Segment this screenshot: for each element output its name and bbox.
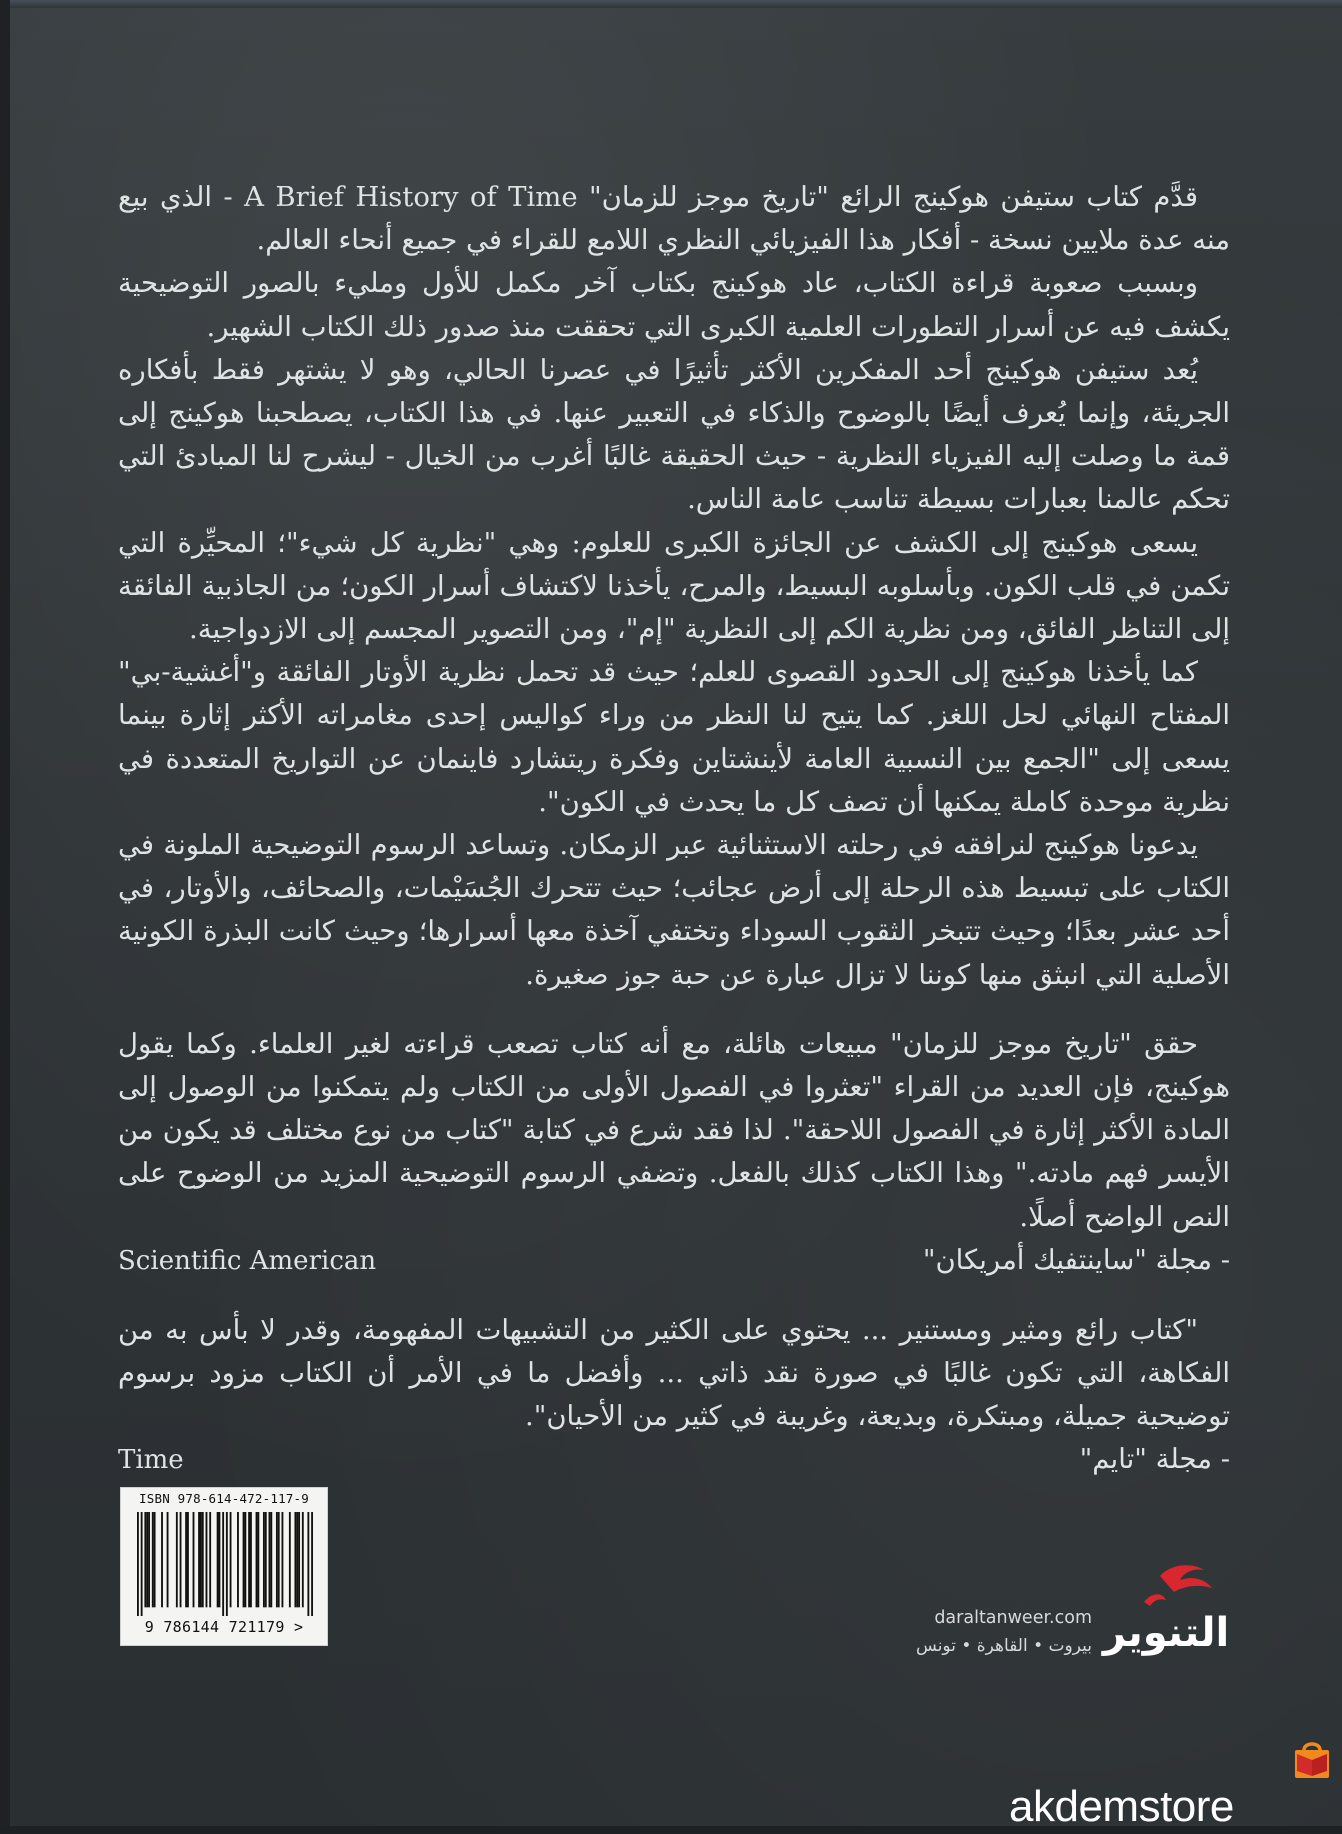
- isbn-number: ISBN 978-614-472-117-9: [139, 1491, 309, 1506]
- review-source-english-1: Scientific American: [118, 1245, 377, 1276]
- blurb-paragraph-2: وبسبب صعوبة قراءة الكتاب، عاد هوكينج بكتاب آخر مكمل للأول ومليء بالصور التوضيحية يكشف فيه عن أسرار التطورات العلمية الكبرى التي تحققت منذ صدور ذلك الكتاب الشهير.: [118, 267, 1230, 343]
- barcode-bar: [176, 1512, 178, 1607]
- barcode-bar: [263, 1512, 265, 1607]
- barcode-bar: [198, 1512, 200, 1607]
- review-attribution-2: [118, 1438, 1230, 1482]
- barcode-digits: 9 786144 721179 >: [144, 1618, 304, 1636]
- publisher-logo-accent: [1144, 1594, 1166, 1606]
- barcode-bar: [296, 1512, 298, 1607]
- barcode-bar: [230, 1512, 232, 1607]
- barcode-bar: [200, 1512, 202, 1607]
- blurb-paragraph-5: كما يأخذنا هوكينج إلى الحدود القصوى للعلم؛ حيث قد تحمل نظرية الأوتار الفائقة و"أغشية-بي" المفتاح النهائي لحل اللغز. كما يتيح لنا النظر من وراء كواليس إحدى مغامراته الأكثر إثارة بينما يسعى إلى "الجمع بين النسبية العامة لأينشتاين وفكرة ريتشارد فاينمان عن التواريخ المتعددة في نظرية موحدة كاملة يمكنها أن تصف كل ما يحدث في الكون".: [118, 656, 1230, 818]
- barcode-bar: [193, 1512, 195, 1607]
- barcode-bar: [244, 1512, 246, 1607]
- publisher-website: daraltanweer.com: [934, 1608, 1092, 1628]
- barcode-bar: [144, 1512, 146, 1607]
- store-bag-icon: [1291, 1738, 1333, 1780]
- review-quote-2: "كتاب رائع ومثير ومستنير ... يحتوي على الكثير من التشبيهات المفهومة، وقدر لا بأس به من الفكاهة، التي تكون غالبًا في صورة نقد ذاتي ... وأفضل ما في الأمر أن الكتاب مزود برسوم توضيحية جميلة، ومبتكرة، وبديعة، وغريبة في كثير من الأحيان".: [118, 1313, 1230, 1433]
- barcode-bar: [217, 1512, 219, 1607]
- review-source-english-2: Time: [118, 1445, 184, 1476]
- publisher-logo: [1100, 1562, 1232, 1680]
- publisher-cities: بيروت • القاهرة • تونس: [916, 1636, 1092, 1656]
- barcode-bar: [185, 1512, 187, 1607]
- blurb-text: [118, 176, 1230, 1482]
- barcode-bar: [257, 1512, 259, 1607]
- english-book-title: A Brief History of Time: [244, 181, 578, 213]
- barcode-bars: [137, 1512, 313, 1616]
- barcode-bar: [141, 1512, 143, 1616]
- review-quote-1: حقق "تاريخ موجز للزمان" مبيعات هائلة، مع أنه كتاب تصعب قراءته لغير العلماء. وكما يقول هوكينج، فإن العديد من القراء "تعثروا في الفصول الأولى من الكتاب ولم يتمكنوا من الوصول إلى المادة الأكثر إثارة في الفصول اللاحقة". لذا فقد شرع في كتابة "كتاب من نوع مختلف قد يكون من الأيسر فهم مادته." وهذا الكتاب كذلك بالفعل. وتضفي الرسوم التوضيحية المزيد من الوضوح على النص الواضح أصلًا.: [118, 1027, 1230, 1233]
- barcode-bar: [302, 1512, 304, 1607]
- barcode-bar: [187, 1512, 189, 1607]
- publisher-logo-name: التنوير: [1102, 1610, 1230, 1656]
- barcode-bar: [209, 1512, 211, 1607]
- barcode-bar: [206, 1512, 208, 1607]
- barcode-bar: [202, 1512, 204, 1607]
- isbn-barcode-label: [120, 1487, 328, 1646]
- barcode-bar: [294, 1512, 296, 1607]
- barcode-bar: [167, 1512, 169, 1607]
- publisher-logo-flame: [1160, 1565, 1212, 1592]
- store-watermark-wordmark: akdemstore: [1009, 1782, 1234, 1831]
- barcode-bar: [307, 1512, 309, 1616]
- blurb-paragraph-1-rest: - الذي بيع منه عدة ملايين نسخة - أفكار هذا الفيزيائي النظري اللامع للقراء في جميع أنحاء العالم.: [118, 181, 1230, 257]
- cover-top-edge: [0, 0, 1342, 8]
- barcode-bar: [148, 1512, 150, 1607]
- blurb-paragraph-3: يُعد ستيفن هوكينج أحد المفكرين الأكثر تأثيرًا في عصرنا الحالي، وهو لا يشتهر فقط بأفكاره الجريئة، وإنما يُعرف أيضًا بالوضوح والذكاء في التعبير عنها. في هذا الكتاب، يصطحبنا هوكينج إلى قمة ما وصلت إليه الفيزياء النظرية - حيث الحقيقة غالبًا أغرب من الخيال - ليشرح لنا المبادئ التي تحكم عالمنا بعبارات بسيطة تناسب عامة الناس.: [118, 353, 1230, 516]
- cover-spine-edge: [0, 0, 10, 1834]
- barcode-bar: [298, 1512, 300, 1607]
- barcode-bar: [180, 1512, 182, 1607]
- barcode-bar: [311, 1512, 313, 1616]
- barcode-bar: [250, 1512, 252, 1607]
- review-attribution-1: [118, 1239, 1230, 1283]
- store-bag-handle: [1304, 1744, 1320, 1750]
- barcode-bar: [289, 1512, 291, 1607]
- barcode-bar: [270, 1512, 272, 1607]
- barcode-bar: [222, 1512, 224, 1616]
- barcode-bar: [243, 1512, 245, 1607]
- barcode-bar: [256, 1512, 258, 1607]
- barcode-bar: [137, 1512, 139, 1616]
- review-source-arabic-2: - مجلة "تايم": [1079, 1443, 1230, 1476]
- blurb-paragraph-1: [118, 176, 1230, 262]
- barcode-bar: [278, 1512, 280, 1607]
- barcode-bar: [248, 1512, 250, 1607]
- blurb-paragraph-6: يدعونا هوكينج لنرافقه في رحلته الاستثنائية عبر الزمكان. وتساعد الرسوم التوضيحية الملونة في الكتاب على تبسيط هذه الرحلة إلى أرض عجائب؛ حيث تتحرك الجُسَيْمات، والصحائف، والأوتار، في أحد عشر بعدًا؛ وحيث تتبخر الثقوب السوداء وتختفي آخذة معها أسرارها؛ وحيث كانت البذرة الكونية الأصلية التي انبثق منها كوننا لا تزال عبارة عن حبة جوز صغيرة.: [118, 829, 1230, 991]
- barcode-bar: [152, 1512, 154, 1607]
- barcode-bar: [226, 1512, 228, 1616]
- barcode-bar: [146, 1512, 148, 1607]
- barcode-bar: [219, 1512, 221, 1607]
- barcode-bar: [154, 1512, 156, 1607]
- barcode-bar: [276, 1512, 278, 1607]
- blurb-paragraph-1-intro: قدَّم كتاب ستيفن هوكينج الرائع "تاريخ موجز للزمان": [577, 181, 1198, 213]
- barcode-bar: [269, 1512, 271, 1607]
- barcode-bar: [161, 1512, 163, 1607]
- barcode-bar: [282, 1512, 284, 1607]
- barcode-bar: [265, 1512, 267, 1607]
- review-source-arabic-1: - مجلة "ساينتفيك أمريكان": [922, 1243, 1230, 1276]
- blurb-paragraph-4: يسعى هوكينج إلى الكشف عن الجائزة الكبرى للعلوم: وهي "نظرية كل شيء"؛ المحيِّرة التي تكمن في قلب الكون. وبأسلوبه البسيط، والمرح، يأخذنا لاكتشاف أسرار الكون؛ من الجاذبية الفائقة إلى التناظر الفائق، ومن نظرية الكم إلى النظرية "إم"، ومن التصوير المجسم إلى الازدواجية.: [118, 526, 1230, 646]
- barcode-bar: [237, 1512, 239, 1607]
